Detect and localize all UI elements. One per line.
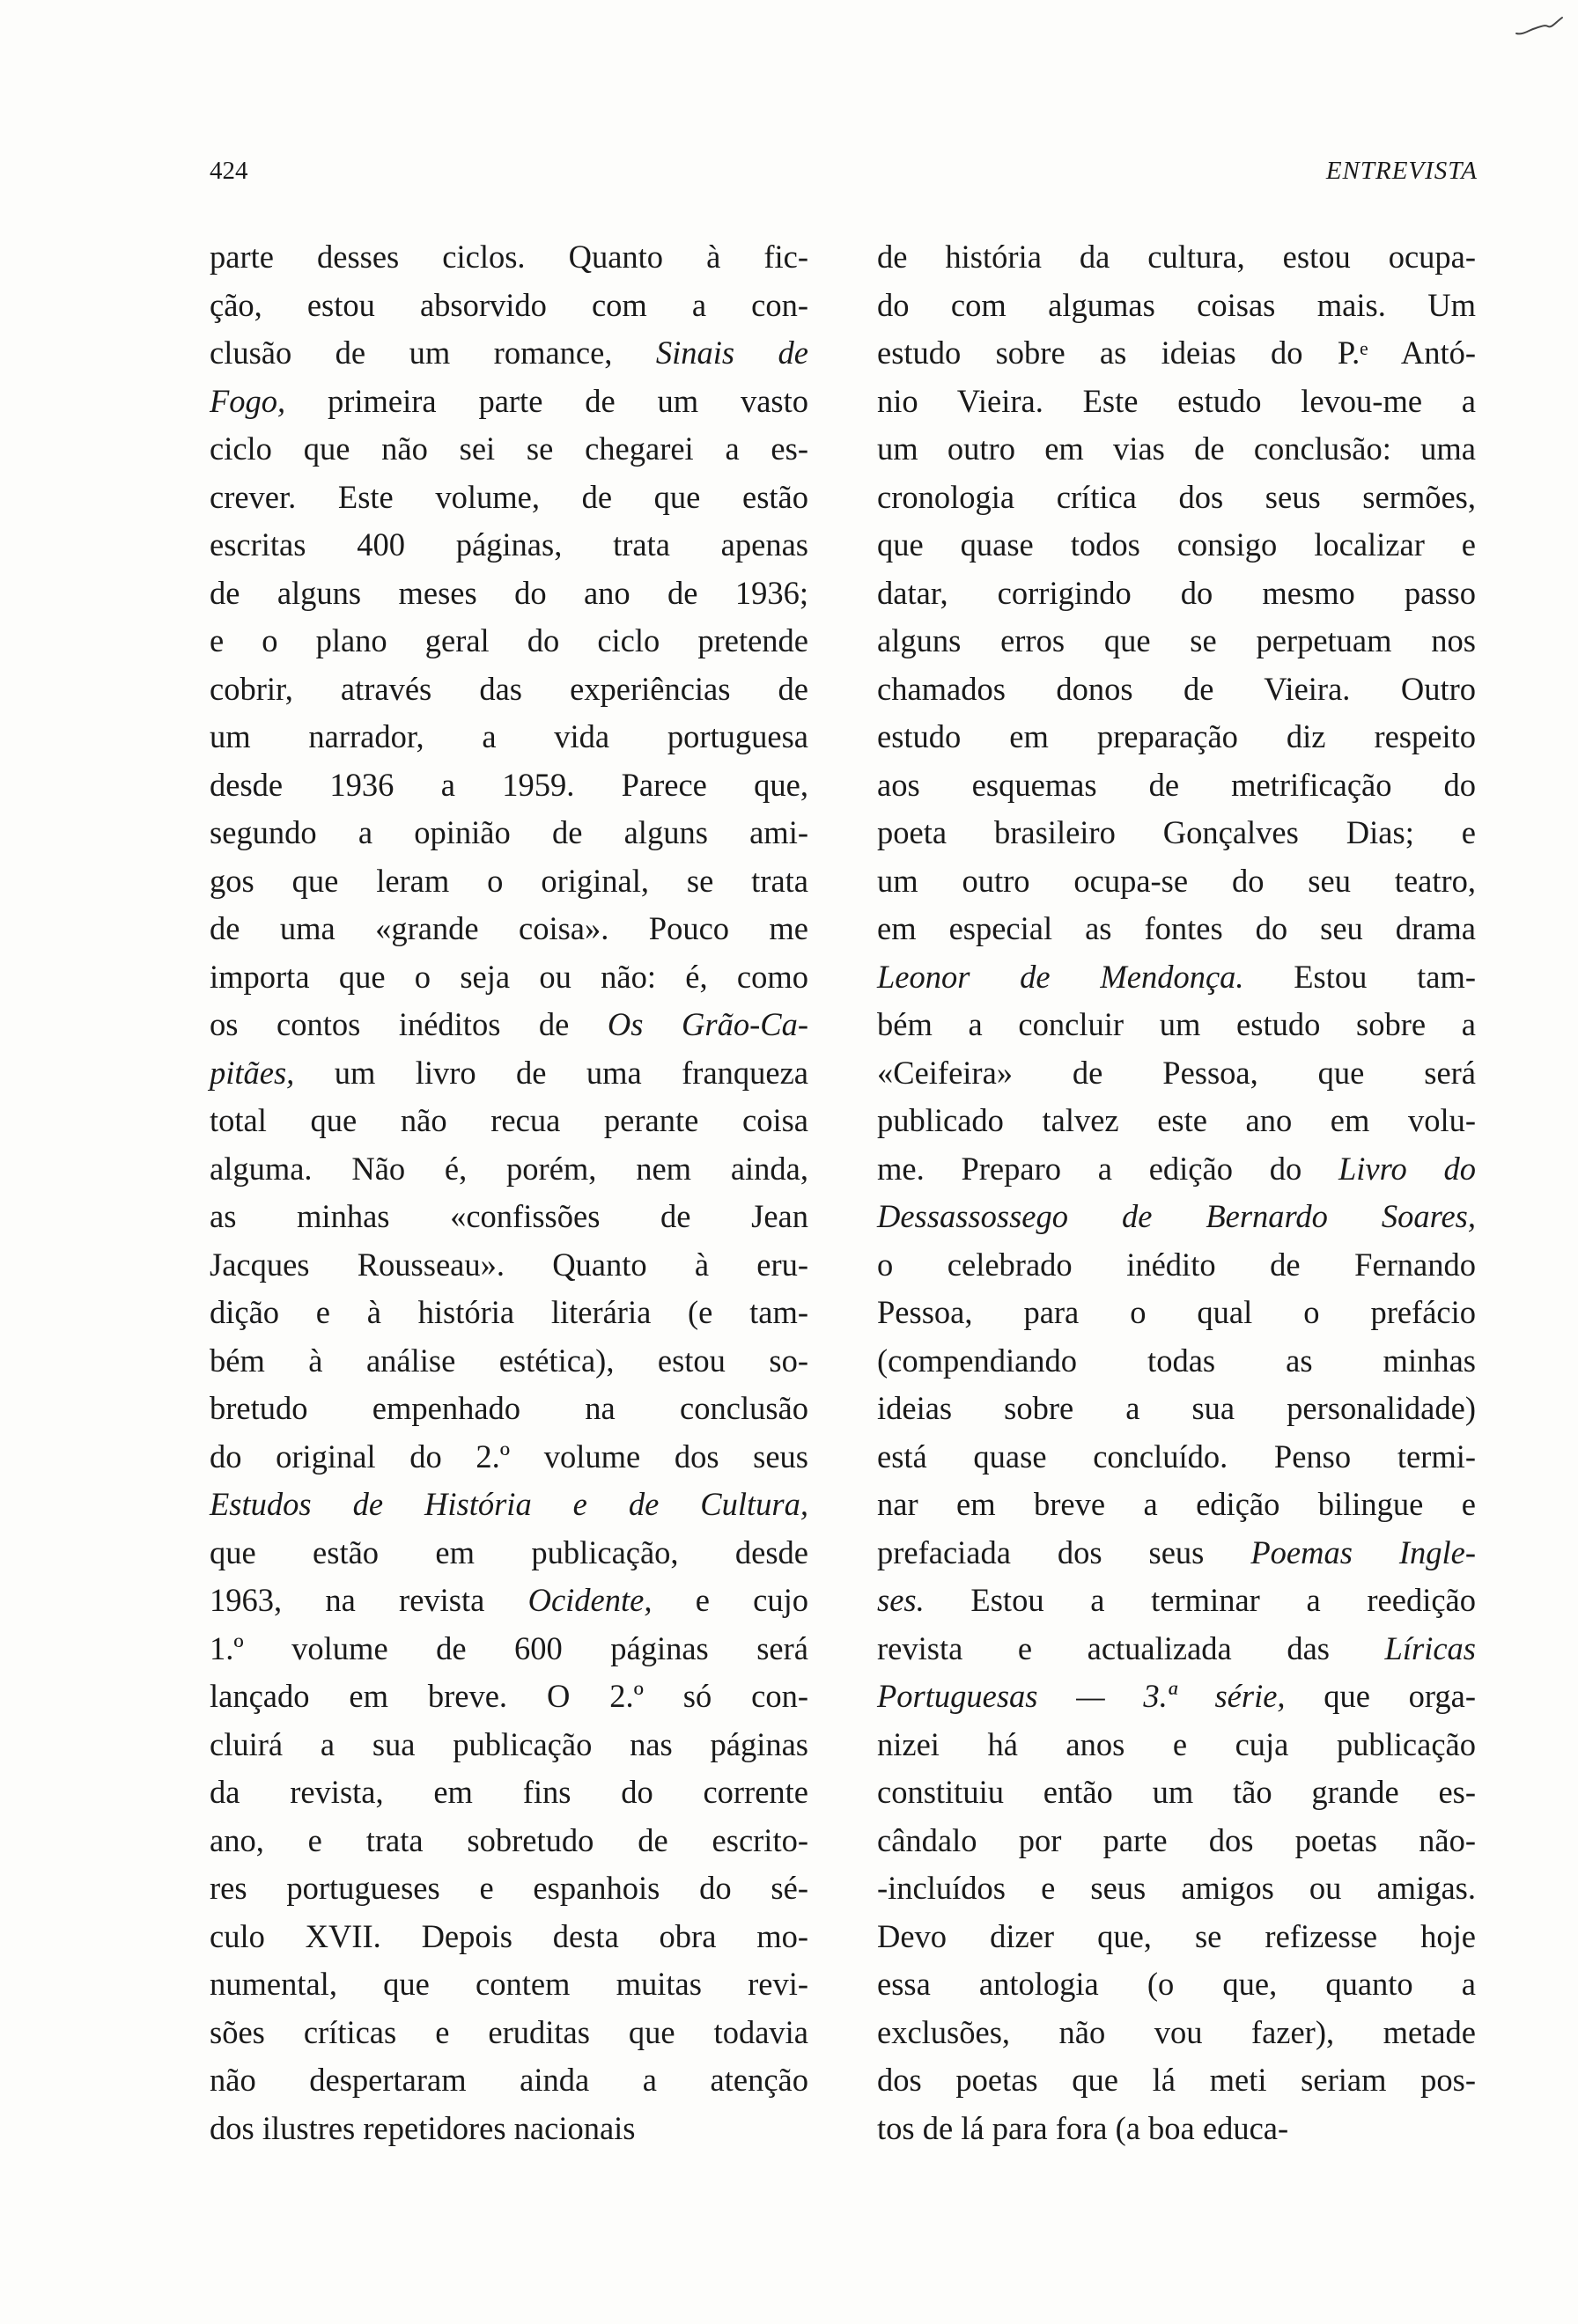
text-line bbox=[877, 1864, 1476, 1913]
text-segment: importa que o seja ou não: é, como bbox=[210, 958, 808, 995]
text-line bbox=[877, 1385, 1476, 1433]
text-line bbox=[210, 666, 808, 714]
text-line bbox=[210, 474, 808, 522]
italic-text: Sinais de bbox=[655, 335, 809, 371]
text-line bbox=[210, 713, 808, 761]
text-segment: de história da cultura, estou ocupa- bbox=[877, 239, 1476, 275]
text-segment: poeta brasileiro Gonçalves Dias; e bbox=[877, 814, 1476, 850]
text-segment: que orga- bbox=[1285, 1678, 1476, 1714]
section-title: ENTREVISTA bbox=[1325, 157, 1478, 185]
italic-text: Poemas Ingle- bbox=[1250, 1533, 1476, 1570]
italic-text: Os Grão-Ca- bbox=[607, 1006, 808, 1042]
text-line bbox=[210, 1337, 808, 1386]
text-segment: um outro ocupa-se do seu teatro, bbox=[877, 862, 1476, 899]
italic-text: Portuguesas — 3.ª série, bbox=[877, 1678, 1286, 1714]
text-segment: culo XVII. Depois desta obra mo- bbox=[210, 1917, 808, 1954]
text-line bbox=[210, 1625, 808, 1673]
text-line bbox=[210, 378, 808, 426]
text-segment: dição e à história literária (e tam- bbox=[210, 1294, 808, 1330]
text-segment: ideias sobre a sua personalidade) bbox=[877, 1390, 1476, 1426]
text-line bbox=[877, 1241, 1476, 1290]
text-segment: exclusões, não vou fazer), metade bbox=[877, 2013, 1476, 2050]
text-line bbox=[210, 1433, 808, 1482]
text-line bbox=[210, 233, 808, 282]
text-segment: -incluídos e seus amigos ou amigas. bbox=[877, 1870, 1476, 1906]
italic-text: Fogo, bbox=[210, 382, 286, 419]
text-column-left bbox=[210, 233, 808, 2152]
text-line bbox=[877, 617, 1476, 666]
text-segment: essa antologia (o que, quanto a bbox=[877, 1966, 1476, 2002]
italic-text: Leonor de Mendonça. bbox=[877, 958, 1244, 995]
text-line bbox=[877, 1817, 1476, 1865]
text-segment: um livro de uma franqueza bbox=[294, 1054, 808, 1091]
text-line bbox=[210, 521, 808, 570]
text-segment: 1963, na revista bbox=[210, 1582, 528, 1618]
text-segment: estudo em preparação diz respeito bbox=[877, 718, 1476, 754]
text-line bbox=[877, 1721, 1476, 1769]
text-segment: o celebrado inédito de Fernando bbox=[877, 1246, 1476, 1283]
text-line bbox=[210, 617, 808, 666]
text-segment: Estou tam- bbox=[1243, 958, 1476, 995]
text-segment: está quase concluído. Penso termi- bbox=[877, 1438, 1476, 1475]
text-line bbox=[877, 282, 1476, 330]
text-line bbox=[877, 233, 1476, 282]
text-line bbox=[877, 1289, 1476, 1337]
text-line bbox=[877, 1577, 1476, 1625]
text-line bbox=[877, 329, 1476, 378]
text-line bbox=[877, 761, 1476, 810]
text-line bbox=[877, 521, 1476, 570]
text-line bbox=[210, 761, 808, 810]
text-line bbox=[210, 809, 808, 857]
text-segment: «Ceifeira» de Pessoa, que será bbox=[877, 1054, 1476, 1091]
italic-text: Dessassossego de Bernardo Soares, bbox=[877, 1198, 1476, 1234]
text-line bbox=[877, 905, 1476, 953]
text-line bbox=[210, 425, 808, 474]
text-segment: cobrir, através das experiências de bbox=[210, 670, 808, 707]
text-segment: prefaciada dos seus bbox=[877, 1533, 1251, 1570]
text-line bbox=[210, 1001, 808, 1049]
text-segment: que quase todos consigo localizar e bbox=[877, 526, 1476, 563]
text-line bbox=[877, 474, 1476, 522]
text-segment: segundo a opinião de alguns ami- bbox=[210, 814, 808, 850]
text-segment: bretudo empenhado na conclusão bbox=[210, 1390, 808, 1426]
text-segment: sões críticas e eruditas que todavia bbox=[210, 2013, 808, 2050]
text-segment: nar em breve a edição bilingue e bbox=[877, 1486, 1476, 1522]
text-segment: gos que leram o original, se trata bbox=[210, 862, 808, 899]
text-line bbox=[210, 1193, 808, 1241]
text-line bbox=[877, 2009, 1476, 2057]
text-segment: Pessoa, para o qual o prefácio bbox=[877, 1294, 1476, 1330]
text-line bbox=[877, 1625, 1476, 1673]
text-line bbox=[210, 953, 808, 1002]
running-head bbox=[210, 157, 1478, 195]
text-column-right bbox=[877, 233, 1476, 2152]
text-segment: numental, que contem muitas revi- bbox=[210, 1966, 808, 2002]
text-segment: alguma. Não é, porém, nem ainda, bbox=[210, 1150, 808, 1187]
text-line bbox=[210, 2105, 808, 2153]
text-line bbox=[877, 425, 1476, 474]
text-segment: dos poetas que lá meti seriam pos- bbox=[877, 2062, 1476, 2098]
text-segment: cronologia crítica dos seus sermões, bbox=[877, 478, 1476, 515]
text-segment: tos de lá para fora (a boa educa- bbox=[877, 2109, 1289, 2146]
text-line bbox=[210, 1145, 808, 1194]
text-line bbox=[877, 1145, 1476, 1194]
text-line bbox=[877, 1913, 1476, 1961]
text-line bbox=[877, 1673, 1476, 1721]
text-line bbox=[210, 1864, 808, 1913]
text-segment: crever. Este volume, de que estão bbox=[210, 478, 808, 515]
text-segment: lançado em breve. O 2.º só con- bbox=[210, 1678, 808, 1714]
italic-text: Estudos de História e de Cultura, bbox=[210, 1486, 808, 1522]
text-segment: de alguns meses do ano de 1936; bbox=[210, 574, 808, 611]
text-segment: (compendiando todas as minhas bbox=[877, 1342, 1476, 1379]
text-line bbox=[210, 1673, 808, 1721]
text-segment: clusão de um romance, bbox=[210, 335, 656, 371]
text-segment: res portugueses e espanhois do sé- bbox=[210, 1870, 808, 1906]
text-segment: escritas 400 páginas, trata apenas bbox=[210, 526, 808, 563]
text-line bbox=[877, 2056, 1476, 2105]
text-segment: em especial as fontes do seu drama bbox=[877, 910, 1476, 946]
text-segment: estudo sobre as ideias do P.ᵉ Antó- bbox=[877, 335, 1476, 371]
text-segment: alguns erros que se perpetuam nos bbox=[877, 622, 1476, 658]
text-segment: constituiu então um tão grande es- bbox=[877, 1774, 1476, 1810]
text-segment: que estão em publicação, desde bbox=[210, 1533, 808, 1570]
text-line bbox=[877, 1433, 1476, 1482]
text-line bbox=[210, 905, 808, 953]
italic-text: Livro do bbox=[1338, 1150, 1476, 1187]
text-segment: publicado talvez este ano em volu- bbox=[877, 1102, 1476, 1138]
text-segment: desde 1936 a 1959. Parece que, bbox=[210, 766, 808, 803]
text-line bbox=[877, 1960, 1476, 2009]
text-segment: ano, e trata sobretudo de escrito- bbox=[210, 1821, 808, 1858]
text-segment: cluirá a sua publicação nas páginas bbox=[210, 1725, 808, 1762]
text-line bbox=[210, 1049, 808, 1098]
text-segment: dos ilustres repetidores nacionais bbox=[210, 2109, 636, 2146]
text-segment: não despertaram ainda a atenção bbox=[210, 2062, 808, 2098]
text-line bbox=[210, 1913, 808, 1961]
text-segment: total que não recua perante coisa bbox=[210, 1102, 808, 1138]
text-segment: os contos inéditos de bbox=[210, 1006, 608, 1042]
text-segment: parte desses ciclos. Quanto à fic- bbox=[210, 239, 808, 275]
page-number: 424 bbox=[210, 157, 248, 185]
text-line bbox=[877, 809, 1476, 857]
text-segment: revista e actualizada das bbox=[877, 1629, 1385, 1666]
text-line bbox=[210, 1960, 808, 2009]
text-line bbox=[210, 2056, 808, 2105]
text-line bbox=[877, 1001, 1476, 1049]
text-segment: e cujo bbox=[652, 1582, 808, 1618]
text-line bbox=[210, 282, 808, 330]
text-line bbox=[877, 570, 1476, 618]
text-line bbox=[210, 1097, 808, 1145]
italic-text: ses. bbox=[877, 1582, 925, 1618]
text-line bbox=[210, 1385, 808, 1433]
text-line bbox=[210, 1481, 808, 1529]
text-line bbox=[877, 1097, 1476, 1145]
text-segment: da revista, em fins do corrente bbox=[210, 1774, 808, 1810]
text-line bbox=[877, 1529, 1476, 1578]
text-line bbox=[210, 1241, 808, 1290]
text-line bbox=[877, 1049, 1476, 1098]
text-segment: 1.º volume de 600 páginas será bbox=[210, 1629, 808, 1666]
text-segment: Jacques Rousseau». Quanto à eru- bbox=[210, 1246, 808, 1283]
italic-text: Líricas bbox=[1384, 1629, 1476, 1666]
text-segment: cândalo por parte dos poetas não- bbox=[877, 1821, 1476, 1858]
text-line bbox=[877, 378, 1476, 426]
text-line bbox=[210, 1721, 808, 1769]
text-segment: aos esquemas de metrificação do bbox=[877, 766, 1476, 803]
text-line bbox=[877, 1337, 1476, 1386]
text-segment: me. Preparo a edição do bbox=[877, 1150, 1338, 1187]
text-segment: do original do 2.º volume dos seus bbox=[210, 1438, 808, 1475]
text-segment: Devo dizer que, se refizesse hoje bbox=[877, 1917, 1476, 1954]
text-line bbox=[877, 713, 1476, 761]
text-line bbox=[210, 1529, 808, 1578]
text-segment: do com algumas coisas mais. Um bbox=[877, 286, 1476, 323]
italic-text: Ocidente, bbox=[527, 1582, 653, 1618]
text-segment: chamados donos de Vieira. Outro bbox=[877, 670, 1476, 707]
text-segment: ção, estou absorvido com a con- bbox=[210, 286, 808, 323]
text-segment: primeira parte de um vasto bbox=[285, 382, 808, 419]
text-line bbox=[877, 666, 1476, 714]
text-line bbox=[877, 857, 1476, 906]
text-segment: de uma «grande coisa». Pouco me bbox=[210, 910, 808, 946]
text-line bbox=[210, 1817, 808, 1865]
text-segment: um outro em vias de conclusão: uma bbox=[877, 430, 1476, 467]
text-line bbox=[210, 329, 808, 378]
text-segment: bém à análise estética), estou so- bbox=[210, 1342, 808, 1379]
text-segment: e o plano geral do ciclo pretende bbox=[210, 622, 808, 658]
text-segment: datar, corrigindo do mesmo passo bbox=[877, 574, 1476, 611]
text-line bbox=[210, 1577, 808, 1625]
text-line bbox=[877, 953, 1476, 1002]
text-line bbox=[877, 1481, 1476, 1529]
text-line bbox=[210, 1769, 808, 1817]
text-line bbox=[877, 2105, 1476, 2153]
text-segment: nizei há anos e cuja publicação bbox=[877, 1725, 1476, 1762]
italic-text: pitães, bbox=[210, 1054, 295, 1091]
text-line bbox=[210, 570, 808, 618]
text-segment: as minhas «confissões de Jean bbox=[210, 1198, 808, 1234]
text-line bbox=[877, 1193, 1476, 1241]
text-segment: um narrador, a vida portuguesa bbox=[210, 718, 808, 754]
text-line bbox=[210, 2009, 808, 2057]
text-segment: Estou a terminar a reedição bbox=[924, 1582, 1476, 1618]
text-segment: bém a concluir um estudo sobre a bbox=[877, 1006, 1476, 1042]
text-line bbox=[210, 1289, 808, 1337]
text-segment: ciclo que não sei se chegarei a es- bbox=[210, 430, 808, 467]
text-line bbox=[877, 1769, 1476, 1817]
pencil-mark bbox=[1513, 12, 1566, 39]
text-segment: nio Vieira. Este estudo levou-me a bbox=[877, 382, 1476, 419]
text-line bbox=[210, 857, 808, 906]
